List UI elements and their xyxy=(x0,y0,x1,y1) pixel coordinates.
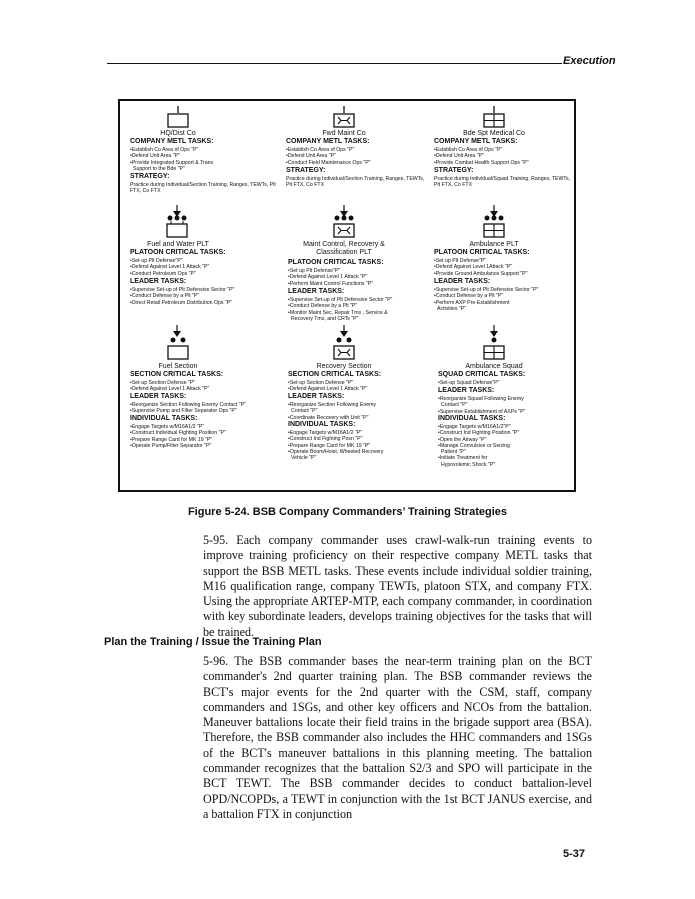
list-item: •Establish Co Area of Ops "P" xyxy=(130,147,199,153)
paragraph-5-95: 5-95. Each company commander uses crawl-walk-run training events to improve training proficiency on their respective company METL tasks that support the BSB METL tasks. These events include individual soldier training, M16 qualification range, company TEWTs, platoon STX, and company FTX. Using the appropriate ARTEP-MTP, each company commander, in coordination with key subordinate leaders, develops training objectives for the tasks that will be trained. xyxy=(203,533,592,639)
list-item: •Manage Convulsive or Seizing xyxy=(438,442,510,449)
list-item: Contact "P" xyxy=(291,408,318,415)
list-item: •Defend Unit Area "P" xyxy=(130,153,180,160)
header-rule xyxy=(107,63,562,64)
leader-tasks-head: LEADER TASKS: xyxy=(288,288,345,295)
unit-title: Bde Spt Medical Co xyxy=(463,130,525,137)
section-heading: Plan the Training / Issue the Training Plan xyxy=(104,636,322,648)
unit-tasks-head: COMPANY METL TASKS: xyxy=(286,138,370,145)
list-item: •Conduct Field Maintenance Ops "P" xyxy=(286,159,371,166)
list-item: •Prepare Range Card for MK 19 "P" xyxy=(130,436,213,443)
leader-tasks-list xyxy=(288,297,438,322)
company-symbol-icon xyxy=(166,106,190,130)
unit-tasks-head: SECTION CRITICAL TASKS: xyxy=(288,371,382,378)
paragraph-5-96: 5-96. The BSB commander bases the near-term training plan on the BCT commander's 2nd quarter training plan. The BSB commander reviews the BCT's major events for the 2nd quarter with the CSM, staff, company commanders and 1SGs, and other key officers and NCOs from the battalion. Maneuver battalions locate their field trains in the brigade support area (BSA). Therefore, the BSB commander also includes the HHC commanders and 1SGs of the BCT's maneuver battalions in this planning meeting. The battalion commander recognizes that the battalion S2/3 and SPO will participate in the BCT TEWT. The BSB commander decides to conduct battalion-level OPD/NCOPDs, a TEWT in conjunction with the 1st BCT JANUS exercise, and a battalion FTX in conjunction xyxy=(203,654,592,821)
list-item: •Set-up Squad Defense"P" xyxy=(438,380,500,386)
unit-title: Fuel Section xyxy=(158,363,198,370)
list-item: •Operate Pump/Filter Separator "P" xyxy=(130,442,212,449)
list-item: •Supervise Set-up of Plt Defensive Sector "P" xyxy=(434,287,539,293)
unit-tasks-head: SECTION CRITICAL TASKS: xyxy=(130,371,224,378)
strategy-head: STRATEGY: xyxy=(434,167,474,174)
list-item: •Defend Against Level 1 Attack "P" xyxy=(130,264,210,271)
running-header: Execution xyxy=(563,55,616,67)
unit-title: Maint Control, Recovery & Classification PLT xyxy=(303,241,385,256)
list-item: Support to the Bde "P" xyxy=(133,165,185,172)
list-item: •Defend Unit Area "P" xyxy=(434,153,484,160)
individual-tasks-list xyxy=(130,424,285,449)
list-item: •Perform AXP Pre-Establishment xyxy=(434,299,510,306)
unit-tasks-list xyxy=(130,258,280,277)
list-item: •Defend Against Level 1 Attack "P" xyxy=(288,274,368,281)
leader-tasks-list xyxy=(130,287,285,306)
leader-tasks-list xyxy=(130,402,285,415)
leader-tasks-head: LEADER TASKS: xyxy=(130,278,187,285)
list-item: •Defend Unit Area "P" xyxy=(286,153,336,160)
list-item: •Conduct Defense by a Plt "P" xyxy=(130,293,200,300)
list-item: •Defend Against Level 1Attack "P" xyxy=(434,264,513,271)
unit-title: Fwd Maint Co xyxy=(322,130,366,137)
list-item: •Engage Targets w/M16A1/2 "P" xyxy=(130,424,205,430)
unit-tasks-list xyxy=(286,147,431,166)
list-item: Hypovolemic Shock "P" xyxy=(441,461,496,468)
list-item: •Construct Individual Fighting Position "P" xyxy=(130,430,226,437)
list-item: •Supervise Pump and Filter Separator Ops "P" xyxy=(130,408,237,415)
strategy-text: Practice during Individual/Section Training, Ranges, TEWTs, Plt FTX, Co FTX xyxy=(130,182,276,195)
list-item: •Establish Co Area of Ops "P" xyxy=(434,147,503,153)
list-item: •Construct Ind Fighting Position "P" xyxy=(438,430,520,437)
list-item: •Set up Plt Defense"P" xyxy=(288,268,341,274)
unit-title: HQ/Dist Co xyxy=(160,130,196,137)
leader-tasks-list xyxy=(288,402,433,421)
list-item: •Supervise Set-up of Plt Defensive Sector "P" xyxy=(288,297,393,303)
list-item: •Supervise Set-up of Plt Defensive Sector "P" xyxy=(130,287,235,293)
unit-tasks-list xyxy=(130,147,280,172)
list-item: •Prepare Range Card for MK 19 "P" xyxy=(288,442,371,449)
list-item: •Engage Targets w/M16A1/2 "P" xyxy=(288,430,363,436)
list-item: •Reorganize Section Following Enemy Contact "P" xyxy=(130,402,246,408)
leader-tasks-head: LEADER TASKS: xyxy=(438,387,495,394)
individual-tasks-head: INDIVIDUAL TASKS: xyxy=(438,415,506,422)
ambulance-squad-symbol-icon xyxy=(481,336,507,363)
list-item: •Set-up Section Defense "P" xyxy=(288,380,354,386)
section-symbol-icon xyxy=(165,336,191,363)
list-item: •Set up Plt Defense"P" xyxy=(434,258,487,264)
platoon-symbol-icon xyxy=(164,214,190,241)
list-item: •Conduct Petroleum Ops "P" xyxy=(130,270,196,277)
list-item: •Coordinate Recovery with Unit "P" xyxy=(288,414,369,421)
list-item: •Reorganize Squad Following Enemy xyxy=(438,396,524,402)
list-item: •Construct Ind Fighting Posn "P" xyxy=(288,436,363,443)
list-item: Patient "P" xyxy=(441,449,466,456)
list-item: •Provide Integrated Support & Trans xyxy=(130,159,214,166)
list-item: •Provide Combat Health Support Ops "P" xyxy=(434,159,529,166)
list-item: •Direct Retail Petroleum Distribution Ops "P" xyxy=(130,299,233,306)
strategy-text: Practice during Individual/Squad Training, Ranges, TEWTs, Plt FTX, Co FTX xyxy=(434,176,570,189)
unit-tasks-list xyxy=(434,147,574,166)
unit-tasks-list xyxy=(130,380,280,393)
unit-tasks-head: PLATOON CRITICAL TASKS: xyxy=(434,249,530,256)
list-item: •Establish Co Area of Ops "P" xyxy=(286,147,355,153)
leader-tasks-head: LEADER TASKS: xyxy=(434,278,491,285)
ambulance-platoon-symbol-icon xyxy=(481,214,507,241)
unit-tasks-list xyxy=(438,380,573,386)
unit-tasks-head: COMPANY METL TASKS: xyxy=(130,138,214,145)
list-item: •Supervise Establishment of AXPs "P" xyxy=(438,408,526,415)
list-item: •Provide Ground Ambulance Support "P" xyxy=(434,270,528,277)
unit-tasks-head: SQUAD CRITICAL TASKS: xyxy=(438,371,526,378)
maintenance-symbol-icon xyxy=(332,106,356,130)
leader-tasks-list xyxy=(434,287,576,312)
list-item: •Conduct Defense by a Plt "P" xyxy=(434,293,504,300)
individual-tasks-list xyxy=(288,430,433,461)
figure-frame xyxy=(118,99,576,492)
recovery-section-symbol-icon xyxy=(331,336,357,363)
list-item: Vehicle "P" xyxy=(291,455,317,462)
list-item: Recovery Tms, and CRTs "P" xyxy=(291,315,359,322)
unit-tasks-list xyxy=(288,380,433,393)
list-item: Contact "P" xyxy=(441,402,468,409)
list-item: •Set-up Plt Defense"P" xyxy=(130,258,183,264)
list-item: •Conduct Defense by a Plt "P" xyxy=(288,303,358,310)
list-item: •Perform Maint Control Functions "P" xyxy=(288,280,374,287)
strategy-head: STRATEGY: xyxy=(286,167,326,174)
unit-title: Ambulance Squad xyxy=(465,363,523,370)
unit-title: Recovery Section xyxy=(316,363,372,370)
medical-symbol-icon xyxy=(482,106,506,130)
list-item: •Engage Targets w/M16A1/2"P" xyxy=(438,424,511,430)
list-item: •Defend Against Level 1 Attack "P" xyxy=(130,386,210,393)
strategy-text: Practice during Individual/Section Training, Ranges, TEWTs, Plt FTX, Co FTX xyxy=(286,176,425,189)
list-item: •Defend Against Level 1 Attack "P" xyxy=(288,386,368,393)
list-item: •Open the Airway "P" xyxy=(438,436,487,443)
list-item: •Reorganize Section Following Enemy xyxy=(288,402,377,408)
maint-platoon-symbol-icon xyxy=(331,214,357,241)
unit-tasks-list xyxy=(288,268,433,287)
unit-title: Ambulance PLT xyxy=(469,241,519,248)
page-number: 5-37 xyxy=(563,848,586,860)
list-item: •Monitor Maint Sec, Repair Tms , Service & xyxy=(288,309,388,316)
leader-tasks-head: LEADER TASKS: xyxy=(130,393,187,400)
unit-title: Fuel and Water PLT xyxy=(147,241,209,248)
unit-tasks-head: COMPANY METL TASKS: xyxy=(434,138,518,145)
strategy-head: STRATEGY: xyxy=(130,173,170,180)
figure-caption: Figure 5-24. BSB Company Commanders’ Training Strategies xyxy=(187,506,508,518)
list-item: •Initiate Treatment for xyxy=(438,455,488,462)
unit-tasks-head: PLATOON CRITICAL TASKS: xyxy=(130,249,226,256)
list-item: •Operate Boom/Hoist, Wheeled Recovery xyxy=(288,448,384,455)
unit-tasks-list xyxy=(434,258,574,277)
leader-tasks-head: LEADER TASKS: xyxy=(288,393,345,400)
individual-tasks-head: INDIVIDUAL TASKS: xyxy=(288,421,356,428)
unit-tasks-head: PLATOON CRITICAL TASKS: xyxy=(288,259,384,266)
individual-tasks-list xyxy=(438,424,574,468)
list-item: •Set-up Section Defense "P" xyxy=(130,380,196,386)
list-item: Activities "P" xyxy=(437,305,467,312)
individual-tasks-head: INDIVIDUAL TASKS: xyxy=(130,415,198,422)
leader-tasks-list xyxy=(438,396,574,415)
